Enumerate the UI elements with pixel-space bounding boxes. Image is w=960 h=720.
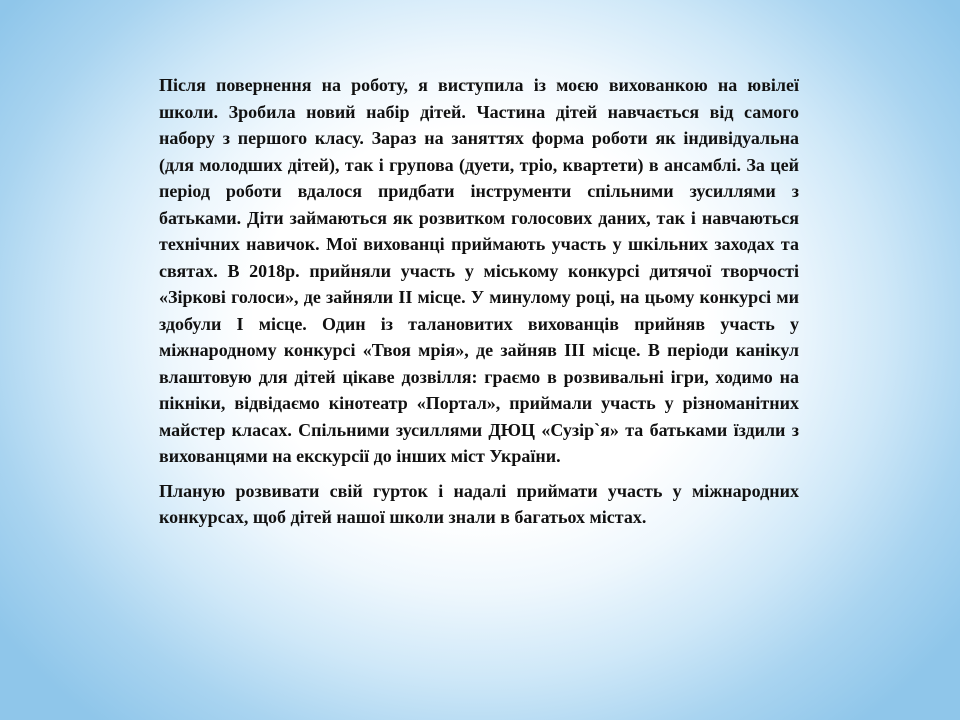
paragraph-plans: Планую розвивати свій гурток і надалі приймати участь у міжнародних конкурсах, щоб дітей нашої школи знали в багатьох містах. xyxy=(159,480,799,527)
slide-text-box xyxy=(159,72,799,531)
paragraph-achievements: Після повернення на роботу, я виступила із моєю вихованкою на ювілеї школи. Зробила новий набір дітей. Частина дітей навчається від самого набору з першого класу. Зараз на заняттях форма роботи як індивідуальна (для молодших дітей), так і групова (дуети, тріо, квартети) в ансамблі. За цей період роботи вдалося придбати інструменти спільними зусиллями з батьками. Діти займаються як розвитком голосових даних, так і навчаються технічних навичок. Мої вихованці приймають участь у шкільних заходах та святах. В 2018р. прийняли участь у міському конкурсі дитячої творчості «Зіркові голоси», де зайняли ІІ місце. У минулому році, на цьому конкурсі ми здобули І місце. Один із талановитих вихованців прийняв участь у міжнародному конкурсі «Твоя мрія», де зайняв ІІІ місце. В періоди канікул влаштовую для дітей цікаве дозвілля: граємо в розвивальні ігри, ходимо на пікніки, відвідаємо кінотеатр «Портал», приймали участь у різноманітних майстер класах. Спільними зусиллями ДЮЦ «Сузір`я» та батьками їздили з вихованцями на екскурсії до інших міст України. xyxy=(159,75,799,466)
